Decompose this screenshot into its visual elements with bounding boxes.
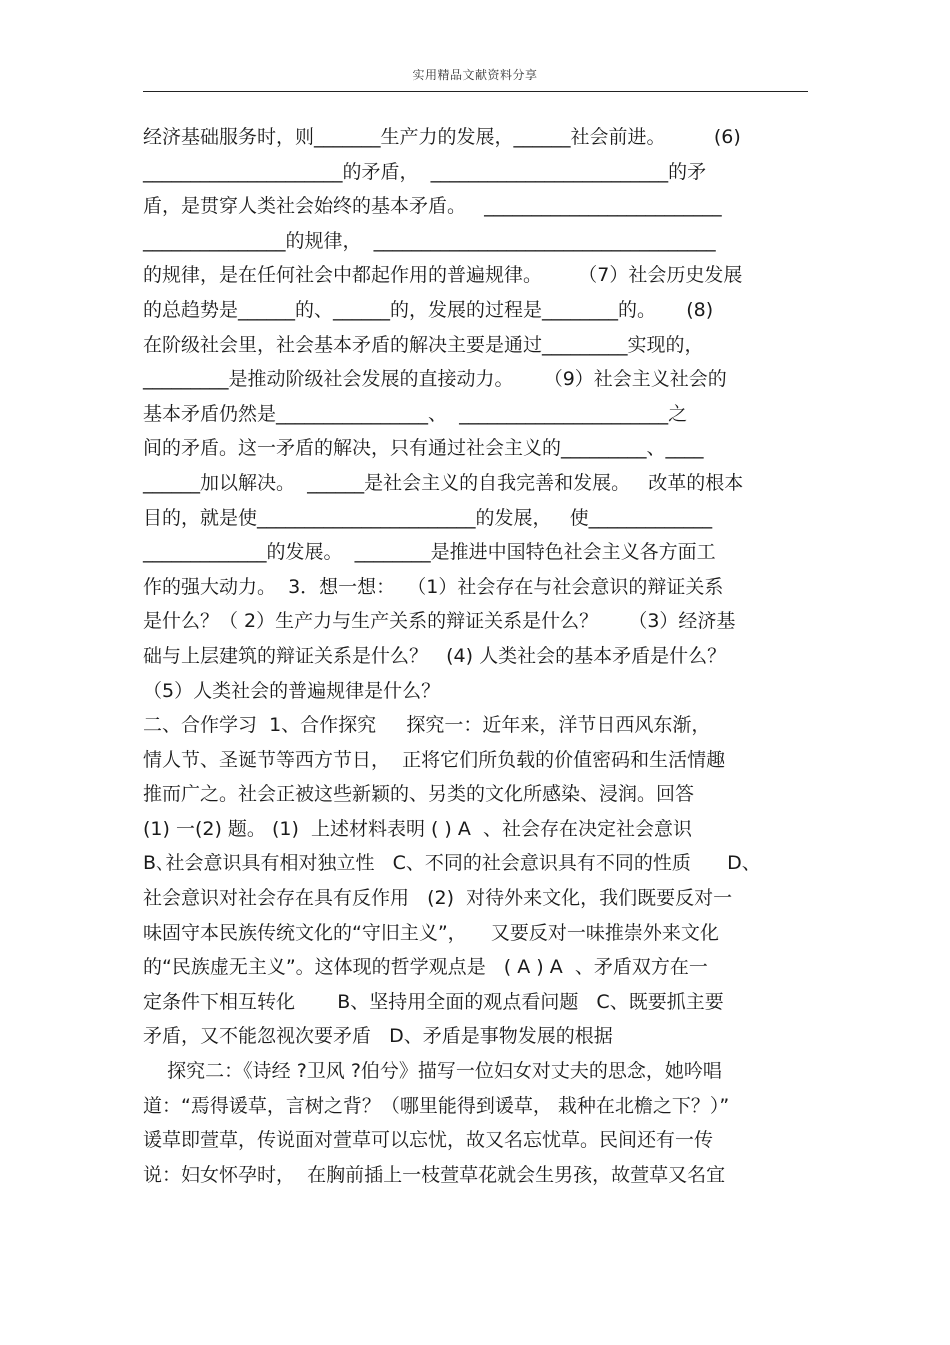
text-line: 基本矛盾仍然是________________、 ______________________之: [143, 402, 688, 425]
text-line: 目的，就是使_______________________的发展， 使_____________: [143, 506, 713, 529]
text-line: ______加以解决。 ______是社会主义的自我完善和发展。 改革的根本: [143, 471, 744, 494]
text-line: 社会意识对社会存在具有反作用 (2) 对待外来文化，我们既要反对一: [143, 887, 733, 910]
text-line: 经济基础服务时，则_______生产力的发展，______社会前进。 (6): [143, 126, 741, 148]
text-line: B､社会意识具有相对独立性 C、不同的社会意识具有不同的性质 D、: [143, 852, 761, 875]
text-line: 在阶级社会里，社会基本矛盾的解决主要是通过_________实现的，: [143, 333, 704, 356]
text-line: 的总趋势是______的、______的，发展的过程是________的。 (8): [143, 298, 714, 321]
text-line: （5）人类社会的普遍规律是什么？: [143, 679, 441, 702]
text-line: _____________________的矛盾， _________________________的矛: [143, 160, 707, 183]
text-line: _____________的发展。 ________是推进中国特色社会主义各方面工: [143, 541, 716, 564]
text-line: 盾，是贯穿人类社会始终的基本矛盾。 _________________________: [143, 195, 722, 218]
text-line: 作的强大动力。 3．想一想： （1）社会存在与社会意识的辩证关系: [143, 575, 724, 598]
text-line: 的“民族虚无主义”。这体现的哲学观点是 ( A ) A 、矛盾双方在一: [143, 956, 708, 979]
text-line: 味固守本民族传统文化的“守旧主义”， 又要反对一味推崇外来文化: [143, 921, 719, 944]
text-line: 情人节、圣诞节等西方节日， 正将它们所负载的价值密码和生活情趣: [143, 748, 726, 771]
text-line: 二、合作学习 1、合作探究 探究一：近年来，洋节日西风东渐，: [143, 714, 711, 737]
text-line: 说：妇女怀孕时， 在胸前插上一枝萱草花就会生男孩，故萱草又名宜: [143, 1163, 726, 1186]
text-line: 矛盾，又不能忽视次要矛盾 D、矛盾是事物发展的根据: [143, 1025, 613, 1048]
text-line: 间的矛盾。这一矛盾的解决，只有通过社会主义的_________、____: [143, 437, 704, 460]
text-line: 定条件下相互转化 B、坚持用全面的观点看问题 C、既要抓主要: [143, 990, 724, 1013]
text-line: _________是推动阶级社会发展的直接动力。 （9）社会主义社会的: [143, 368, 727, 391]
text-line: 谖草即萱草，传说面对萱草可以忘忧，故又名忘忧草。民间还有一传: [143, 1129, 714, 1152]
page-header: 实用精品文献资料分享: [412, 68, 538, 82]
text-line: 道：“焉得谖草，言树之背？（哪里能得到谖草， 栽种在北檐之下？）”: [143, 1094, 730, 1117]
text-line: 探究二：《诗经 ?卫风 ?伯兮》描写一位妇女对丈夫的思念，她吟唱: [143, 1060, 722, 1083]
text-line: _______________的规律， ____________________________________: [143, 229, 716, 252]
text-line: 的规律，是在任何社会中都起作用的普遍规律。 （7）社会历史发展: [143, 264, 743, 287]
document-body: [143, 120, 813, 1192]
text-line: 推而广之。社会正被这些新颖的、另类的文化所感染、浸润。回答: [143, 783, 695, 806]
text-line: 础与上层建筑的辩证关系是什么？ (4) 人类社会的基本矛盾是什么？: [143, 644, 727, 667]
text-line: 是什么？（ 2）生产力与生产关系的辩证关系是什么？ （3）经济基: [143, 610, 736, 633]
text-line: (1) 一(2) 题。 (1) 上述材料表明 ( ) A 、社会存在决定社会意识: [143, 817, 692, 840]
header-rule: [143, 91, 808, 92]
